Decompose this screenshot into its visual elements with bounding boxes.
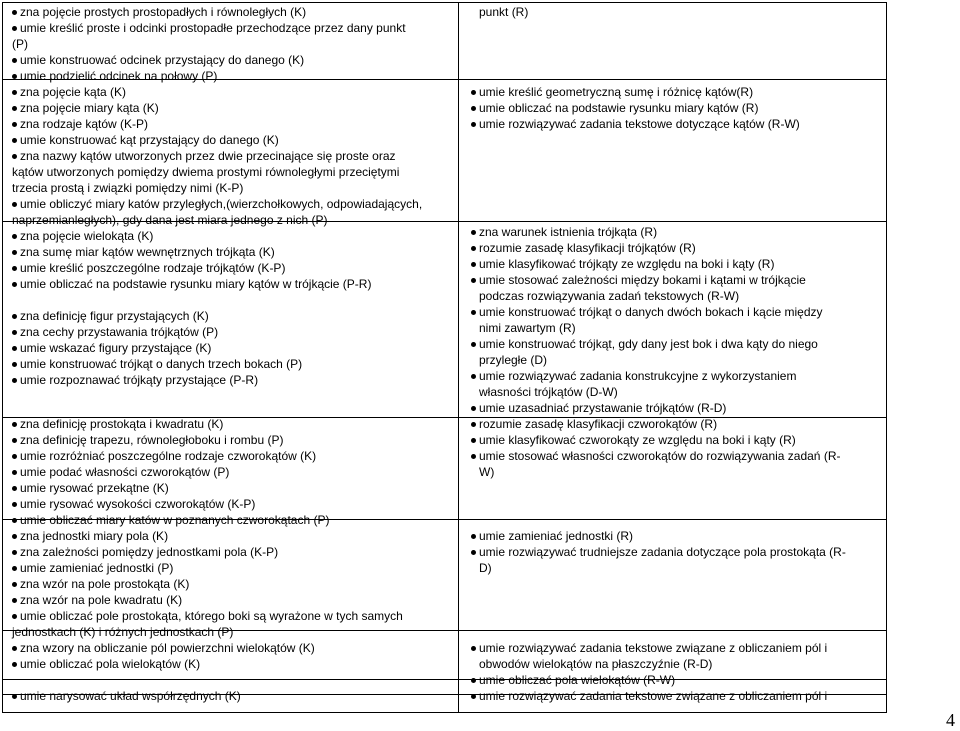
bullet-item: umie stosować własności czworokątów do rozwiązywania zadań (R- [479, 449, 841, 463]
continuation-line: kątów utworzonych pomiędzy dwiema prostymi równoległymi przeciętymi [12, 165, 400, 179]
continuation-line: (P) [12, 37, 28, 51]
bullet-item: umie zamieniać jednostki (P) [20, 561, 174, 575]
bullet-item: umie kreślić proste i odcinki prostopadłe przechodzące przez dany punkt [20, 21, 406, 35]
bullet-item: umie konstruować odcinek przystający do danego (K) [20, 53, 305, 67]
bullet-item: umie podać własności czworokątów (P) [20, 465, 230, 479]
bullet-item: zna nazwy kątów utworzonych przez dwie przecinające się proste oraz [20, 149, 396, 163]
bullet-item: umie konstruować kąt przystający do danego (K) [20, 133, 279, 147]
bullet-item: umie konstruować trójkąt o danych dwóch bokach i kącie między [479, 305, 823, 319]
continuation-line: D) [479, 561, 492, 575]
curriculum-table [2, 2, 887, 713]
bullet-item: zna pojęcie kąta (K) [20, 85, 127, 99]
bullet-item: zna definicję trapezu, równoległoboku i rombu (P) [20, 433, 284, 447]
continuation-line: jednostkach (K) i różnych jednostkach (P) [12, 625, 234, 639]
bullet-item: umie obliczać na podstawie rysunku miary kątów (R) [479, 101, 759, 115]
bullet-item: zna sumę miar kątów wewnętrznych trójkąta (K) [20, 245, 275, 259]
bullet-item: zna cechy przystawania trójkątów (P) [20, 325, 219, 339]
bullet-item: zna definicję figur przystających (K) [20, 309, 209, 323]
bullet-item: zna warunek istnienia trójkąta (R) [479, 225, 658, 239]
bullet-item: umie obliczać na podstawie rysunku miary kątów w trójkącie (P-R) [20, 277, 372, 291]
bullet-item: zna zależności pomiędzy jednostkami pola (K-P) [20, 545, 279, 559]
bullet-item: zna wzory na obliczanie pól powierzchni wielokątów (K) [20, 641, 315, 655]
bullet-item: umie obliczać pole prostokąta, którego boki są wyrażone w tych samych [20, 609, 403, 623]
bullet-item: umie klasyfikować trójkąty ze względu na boki i kąty (R) [479, 257, 775, 271]
bullet-item: zna pojęcie wielokąta (K) [20, 229, 154, 243]
page-number: 4 [946, 710, 955, 730]
continuation-line: obwodów wielokątów na płaszczyźnie (R-D) [479, 657, 713, 671]
bullet-item: umie rozwiązywać zadania tekstowe związane z obliczaniem pól i [479, 689, 828, 703]
bullet-item: umie klasyfikować czworokąty ze względu na boki i kąty (R) [479, 433, 796, 447]
bullet-item: umie obliczać pola wielokątów (R-W) [479, 673, 676, 687]
bullet-item: umie stosować zależności między bokami i kątami w trójkącie [479, 273, 806, 287]
continuation-line: własności trójkątów (D-W) [479, 385, 618, 399]
continuation-line: podczas rozwiązywania zadań tekstowych (R-W) [479, 289, 740, 303]
bullet-item: umie rozwiązywać trudniejsze zadania dotyczące pola prostokąta (R- [479, 545, 846, 559]
bullet-item: umie konstruować trójkąt o danych trzech bokach (P) [20, 357, 303, 371]
continuation-line: przyległe (D) [479, 353, 548, 367]
bullet-item: umie rozwiązywać zadania tekstowe związane z obliczaniem pól i [479, 641, 828, 655]
continuation-line: W) [479, 465, 495, 479]
bullet-item: umie rysować przekątne (K) [20, 481, 169, 495]
row-divider [3, 679, 886, 680]
bullet-item: umie rozpoznawać trójkąty przystające (P-R) [20, 373, 259, 387]
bullet-item: umie uzasadniać przystawanie trójkątów (R-D) [479, 401, 727, 415]
bullet-item: zna jednostki miary pola (K) [20, 529, 169, 543]
bullet-item: zna wzór na pole kwadratu (K) [20, 593, 183, 607]
bullet-item: umie wskazać figury przystające (K) [20, 341, 212, 355]
column-divider [458, 3, 459, 712]
bullet-item: umie konstruować trójkąt, gdy dany jest bok i dwa kąty do niego [479, 337, 818, 351]
bullet-item: zna definicję prostokąta i kwadratu (K) [20, 417, 224, 431]
bullet-item: rozumie zasadę klasyfikacji czworokątów (R) [479, 417, 718, 431]
continuation-line: trzecia prostą i związki pomiędzy nimi (K-P) [12, 181, 244, 195]
bullet-item: umie obliczać miary katów w poznanych czworokątach (P) [20, 513, 330, 527]
bullet-item: umie podzielić odcinek na połowy (P) [20, 69, 218, 83]
bullet-item: umie rozróżniać poszczególne rodzaje czworokątów (K) [20, 449, 317, 463]
bullet-item: umie kreślić poszczególne rodzaje trójkątów (K-P) [20, 261, 286, 275]
bullet-item: umie obliczyć miary katów przyległych,(wierzchołkowych, odpowiadających, [20, 197, 423, 211]
bullet-item: umie kreślić geometryczną sumę i różnicę kątów(R) [479, 85, 754, 99]
continuation-line: punkt (R) [479, 5, 529, 19]
bullet-item: zna wzór na pole prostokąta (K) [20, 577, 190, 591]
bullet-item: umie rysować wysokości czworokątów (K-P) [20, 497, 256, 511]
bullet-item: zna pojęcie prostych prostopadłych i równoległych (K) [20, 5, 307, 19]
bullet-item: zna pojęcie miary kąta (K) [20, 101, 159, 115]
bullet-item: zna rodzaje kątów (K-P) [20, 117, 149, 131]
bullet-item: umie obliczać pola wielokątów (K) [20, 657, 201, 671]
bullet-item: umie narysować układ współrzędnych (K) [20, 689, 241, 703]
bullet-item: umie zamieniać jednostki (R) [479, 529, 634, 543]
bullet-item: umie rozwiązywać zadania tekstowe dotyczące kątów (R-W) [479, 117, 800, 131]
bullet-item: umie rozwiązywać zadania konstrukcyjne z wykorzystaniem [479, 369, 797, 383]
continuation-line: naprzemianległych), gdy dana jest miara jednego z nich (P) [12, 213, 328, 227]
bullet-item: rozumie zasadę klasyfikacji trójkątów (R) [479, 241, 696, 255]
continuation-line: nimi zawartym (R) [479, 321, 576, 335]
